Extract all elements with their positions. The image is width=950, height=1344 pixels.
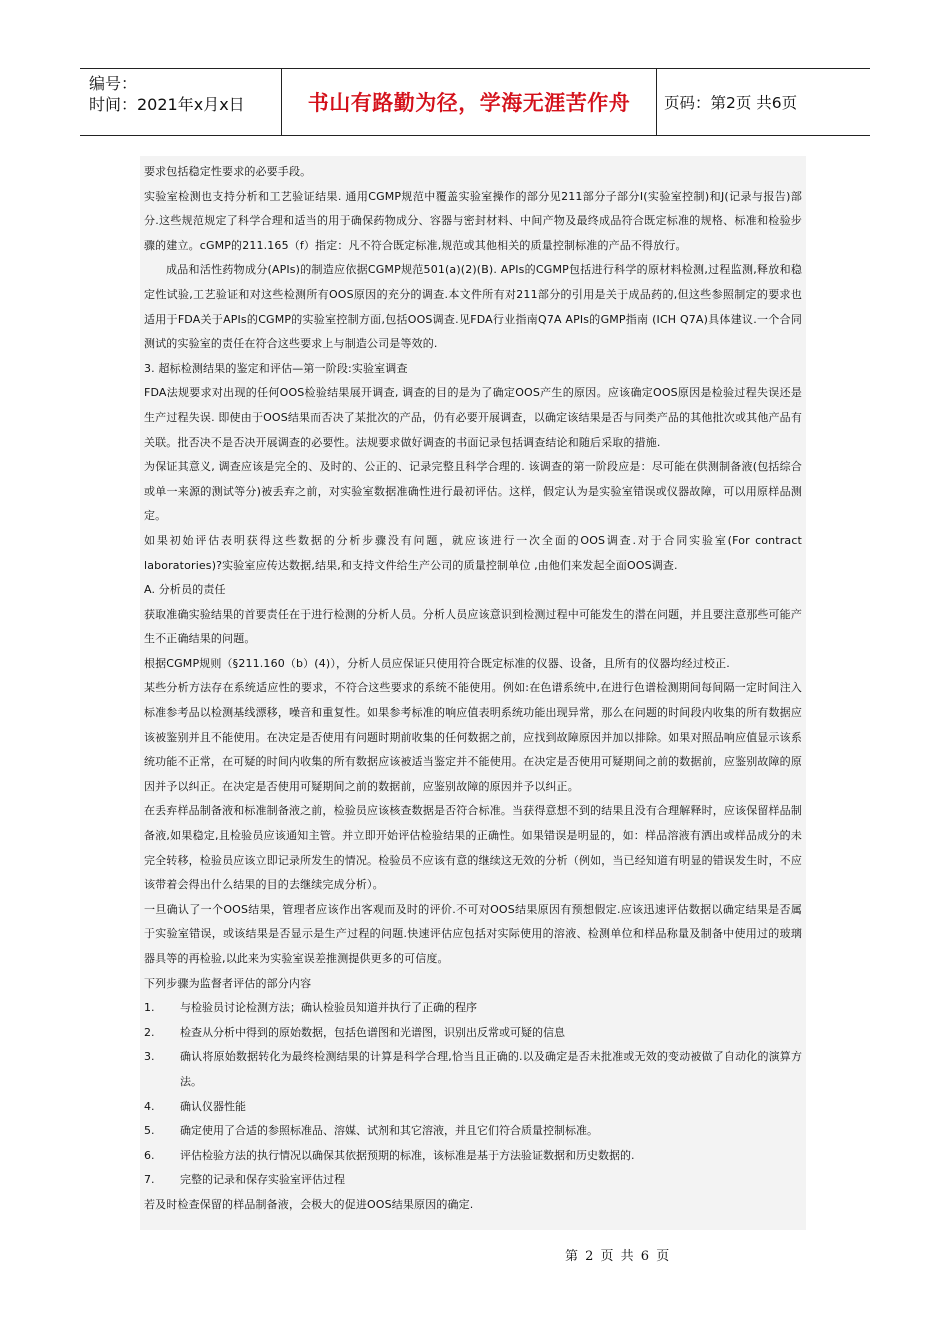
header-motto: 书山有路勤为径，学海无涯苦作舟 xyxy=(307,91,631,115)
body-paragraph: 实验室检测也支持分析和工艺验证结果. 通用CGMP规范中覆盖实验室操作的部分见211部分子部分I(实验室控制)和J(记录与报告)部分.这些规范规定了科学合理和适当的用于确保药物成分、容器与密封材料、中间产物及最终成品符合既定标准的规格、标准和检验步骤的建立。cGMP的211.165（f）指定：凡不符合既定标准,规范或其他相关的质量控制标准的产品不得放行。 xyxy=(144,189,802,252)
step-list xyxy=(144,996,802,1193)
step-text: 确认将原始数据转化为最终检测结果的计算是科学合理,恰当且正确的.以及确定是否未批准或无效的变动被做了自动化的演算方法。 xyxy=(180,1050,802,1088)
body-paragraph: 成品和活性药物成分(APIs)的制造应依据CGMP规范501(a)(2)(B). APIs的CGMP包括进行科学的原材料检测,过程监测,释放和稳定性试验,工艺验证和对这些检测所有OOS原因的充分的调查.本文件所有对211部分的引用是关于成品药的,但这些参照制定的要求也适用于FDA关于APIs的CGMP的实验室控制方面,包括OOS调查.见FDA行业指南Q7A APIs的GMP指南 (ICH Q7A)具体建议.一个合同测试的实验室的责任在符合这些要求上与制造公司是等效的. xyxy=(144,263,802,351)
closing-paragraph: 若及时检查保留的样品制备液，会极大的促进OOS结果原因的确定. xyxy=(144,1197,474,1211)
step-item xyxy=(144,1119,802,1144)
step-item xyxy=(144,1168,802,1193)
document-time-label: 时间：2021年x月x日 xyxy=(89,95,245,114)
step-number: 4. xyxy=(144,1099,155,1113)
step-text: 检查从分析中得到的原始数据，包括色谱图和光谱图，识别出反常或可疑的信息 xyxy=(180,1025,565,1039)
step-text: 评估检验方法的执行情况以确保其依据预期的标准，该标准是基于方法验证数据和历史数据的. xyxy=(180,1148,635,1162)
step-text: 完整的记录和保存实验室评估过程 xyxy=(180,1173,345,1187)
body-paragraph: 3. 超标检测结果的鉴定和评估—第一阶段:实验室调查 xyxy=(144,361,408,375)
step-item xyxy=(144,1045,802,1094)
header-motto-cell xyxy=(282,69,657,135)
body-paragraph: A. 分析员的责任 xyxy=(144,583,226,597)
step-text: 确认仪器性能 xyxy=(180,1099,246,1113)
step-item xyxy=(144,1095,802,1120)
body-paragraph: 某些分析方法存在系统适应性的要求，不符合这些要求的系统不能使用。例如:在色谱系统中,在进行色谱检测期间每间隔一定时间注入标准参考品以检测基线漂移，噪音和重复性。如果参考标准的响应值表明系统功能出现异常，那么在问题的时间段内收集的所有数据应该被鉴别并且不能使用。在决定是否使用有问题时期前收集的任何数据之前，应找到故障原因并加以排除。如果对照品响应值显示该系统功能不正常，在可疑的时间内收集的所有数据应该被适当鉴定并不能使用。在决定是否使用可疑期间之前的数据前，应鉴别故障的原因并予以纠正。在决定是否使用可疑期间之前的数据前，应鉴别故障的原因并予以纠正。 xyxy=(144,681,802,793)
body-paragraph: 获取准确实验结果的首要责任在于进行检测的分析人员。分析人员应该意识到检测过程中可能发生的潜在问题，并且要注意那些可能产生不正确结果的问题。 xyxy=(144,607,802,646)
header-page-info: 页码：第2页 共6页 xyxy=(664,94,798,112)
body-paragraph: 要求包括稳定性要求的必要手段。 xyxy=(144,165,312,178)
body-paragraph: 下列步骤为监督者评估的部分内容 xyxy=(144,976,312,990)
body-paragraph: 为保证其意义, 调查应该是完全的、及时的、公正的、记录完整且科学合理的. 该调查的第一阶段应是：尽可能在供测制备液(包括综合或单一来源的测试等分)被丢弃之前，对实验室数据准确性进行最初评估。这样，假定认为是实验室错误或仪器故障，可以用原样品测定。 xyxy=(144,460,802,523)
step-number: 1. xyxy=(144,1001,155,1015)
step-text: 确定使用了合适的参照标准品、溶媒、试剂和其它溶液，并且它们符合质量控制标准。 xyxy=(180,1124,598,1138)
body-paragraph: 如果初始评估表明获得这些数据的分析步骤没有问题，就应该进行一次全面的OOS调查.对于合同实验室(For contract laboratories)?实验室应传达数据,结果,和支持文件给生产公司的质量控制单位 ,由他们来发起全面OOS调查. xyxy=(144,533,802,572)
step-number: 2. xyxy=(144,1025,155,1039)
step-number: 3. xyxy=(144,1050,155,1064)
document-number-label: 编号： xyxy=(89,74,138,93)
step-number: 5. xyxy=(144,1124,155,1138)
document-body xyxy=(140,156,806,1230)
body-paragraph: 根据CGMP规则（§211.160（b）(4)），分析人员应保证只使用符合既定标准的仪器、设备，且所有的仪器均经过校正. xyxy=(144,656,730,670)
header-meta xyxy=(80,69,282,135)
body-paragraph: 在丢弃样品制备液和标准制备液之前，检验员应该核查数据是否符合标准。当获得意想不到的结果且没有合理解释时，应该保留样品制备液,如果稳定,且检验员应该通知主管。并立即开始评估检验结果的正确性。如果错误是明显的，如：样品溶液有洒出或样品成分的未完全转移，检验员应该立即记录所发生的情况。检验员不应该有意的继续这无效的分析（例如，当已经知道有明显的错误发生时，不应该带着会得出什么结果的目的去继续完成分析）。 xyxy=(144,804,802,892)
step-number: 7. xyxy=(144,1173,155,1187)
step-number: 6. xyxy=(144,1148,155,1162)
body-paragraph: 一旦确认了一个OOS结果，管理者应该作出客观而及时的评价.不可对OOS结果原因有预想假定.应该迅速评估数据以确定结果是否属于实验室错误，或该结果是否显示是生产过程的问题.快速评估应包括对实际使用的溶液、检测单位和样品称量及制备中使用过的玻璃器具等的再检验,以此来为实验室误差推测提供更多的可信度。 xyxy=(144,902,802,965)
paragraph-list xyxy=(144,160,802,996)
step-item xyxy=(144,1021,802,1046)
document-header xyxy=(80,68,870,136)
header-page-cell xyxy=(657,69,870,135)
step-text: 与检验员讨论检测方法；确认检验员知道并执行了正确的程序 xyxy=(180,1001,477,1015)
footer-page-number: 第 2 页 共 6 页 xyxy=(565,1249,670,1264)
step-item xyxy=(144,996,802,1021)
body-paragraph: FDA法规要求对出现的任何OOS检验结果展开调查, 调查的目的是为了确定OOS产生的原因。应该确定OOS原因是检验过程失误还是生产过程失误. 即使由于OOS结果而否决了某批次的产品，仍有必要开展调查，以确定该结果是否与同类产品的其他批次或其他产品有关联。批否决不是否决开展调查的必要性。法规要求做好调查的书面记录包括调查结论和随后采取的措施. xyxy=(144,386,802,449)
step-item xyxy=(144,1144,802,1169)
